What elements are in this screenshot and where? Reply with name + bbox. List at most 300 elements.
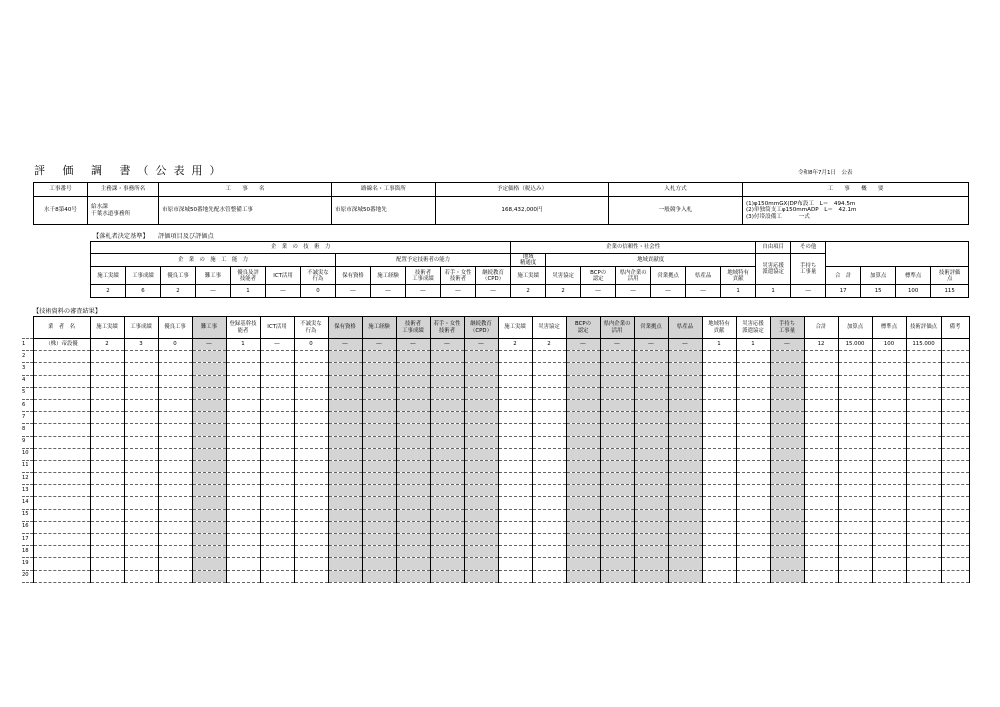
- result-cell: ―: [430, 339, 464, 351]
- result-cell: [532, 363, 566, 375]
- result-cell: [226, 387, 260, 399]
- result-cell: [872, 534, 906, 546]
- result-cell: [362, 460, 396, 472]
- result-cell: [736, 448, 770, 460]
- result-cell: [396, 375, 430, 387]
- result-cell: [158, 485, 192, 497]
- result-cell: [396, 387, 430, 399]
- result-cell: [770, 534, 804, 546]
- result-cell: [158, 497, 192, 509]
- note-cell: [941, 534, 969, 546]
- result-cell: [702, 546, 736, 558]
- result-cell: [838, 509, 872, 521]
- result-cell: [362, 509, 396, 521]
- company-name: [33, 424, 90, 436]
- result-cell: [328, 424, 362, 436]
- crit-col-13: 災害協定: [546, 267, 581, 285]
- result-cell: [464, 570, 498, 582]
- result-cell: [600, 521, 634, 533]
- crit-col-0: 施工実績: [91, 267, 126, 285]
- result-cell: [906, 387, 941, 399]
- company-name: [33, 399, 90, 411]
- result-cell: [192, 460, 226, 472]
- result-cell: 3: [124, 339, 158, 351]
- table-row: [22, 497, 969, 509]
- result-cell: [804, 375, 838, 387]
- result-cell: [634, 570, 668, 582]
- result-cell: [328, 509, 362, 521]
- result-cell: [804, 485, 838, 497]
- result-cell: [260, 534, 294, 546]
- result-col-header-17: 県産品: [668, 317, 702, 339]
- result-cell: [498, 546, 532, 558]
- result-cell: [668, 497, 702, 509]
- result-cell: [328, 436, 362, 448]
- result-cell: [634, 473, 668, 485]
- result-cell: [90, 351, 124, 363]
- result-cell: [430, 521, 464, 533]
- project-no: 水千8第40号: [34, 197, 88, 225]
- result-cell: [260, 570, 294, 582]
- result-cell: [634, 509, 668, 521]
- result-cell: ―: [362, 339, 396, 351]
- crit-col-4: 優良及評 技能者: [231, 267, 266, 285]
- result-cell: [90, 412, 124, 424]
- result-cell: [906, 521, 941, 533]
- result-cell: [90, 570, 124, 582]
- result-cell: [532, 460, 566, 472]
- crit-val-14: ―: [581, 285, 616, 298]
- table-row: [22, 412, 969, 424]
- result-cell: [158, 534, 192, 546]
- crit-col-21: 合 計: [826, 267, 861, 285]
- result-cell: [124, 497, 158, 509]
- row-number: 15: [22, 509, 33, 521]
- result-cell: [736, 558, 770, 570]
- office: 給水課 千葉水道事務所: [88, 197, 159, 225]
- result-cell: [260, 509, 294, 521]
- result-cell: [226, 424, 260, 436]
- result-cell: [668, 351, 702, 363]
- result-cell: [226, 509, 260, 521]
- result-cell: [702, 534, 736, 546]
- result-cell: [634, 363, 668, 375]
- crit-col-16: 営業拠点: [651, 267, 686, 285]
- result-col-header-7: 保有資格: [328, 317, 362, 339]
- result-cell: [328, 375, 362, 387]
- table-row: [22, 473, 969, 485]
- result-cell: [464, 473, 498, 485]
- result-cell: [804, 460, 838, 472]
- table-row: [22, 363, 969, 375]
- result-col-header-18: 地域特有 貢献: [702, 317, 736, 339]
- result-cell: [158, 412, 192, 424]
- result-cell: [634, 351, 668, 363]
- results-table: [22, 316, 970, 583]
- company-name: [33, 387, 90, 399]
- result-cell: [464, 485, 498, 497]
- result-cell: [804, 351, 838, 363]
- result-cell: [464, 436, 498, 448]
- result-cell: [736, 424, 770, 436]
- result-cell: [192, 387, 226, 399]
- result-cell: [906, 509, 941, 521]
- result-cell: [770, 497, 804, 509]
- result-cell: [600, 375, 634, 387]
- result-cell: [838, 521, 872, 533]
- result-cell: [838, 387, 872, 399]
- result-cell: [566, 363, 600, 375]
- result-cell: [260, 363, 294, 375]
- result-cell: [260, 497, 294, 509]
- result-cell: [838, 473, 872, 485]
- result-cell: [770, 546, 804, 558]
- crit-val-6: 0: [301, 285, 336, 298]
- crit-col-9: 技術者 工事成績: [406, 267, 441, 285]
- result-cell: [872, 436, 906, 448]
- result-cell: [294, 424, 328, 436]
- result-cell: [430, 351, 464, 363]
- result-cell: [702, 570, 736, 582]
- result-cell: [770, 375, 804, 387]
- table-row: [22, 424, 969, 436]
- result-cell: [226, 460, 260, 472]
- result-cell: [668, 485, 702, 497]
- result-cell: [498, 485, 532, 497]
- result-cell: [532, 399, 566, 411]
- result-cell: [260, 448, 294, 460]
- result-col-header-0: 施工実績: [90, 317, 124, 339]
- group-trust: 企業の信頼性・社会性: [511, 242, 756, 254]
- result-cell: [396, 399, 430, 411]
- result-cell: [430, 546, 464, 558]
- result-cell: [668, 473, 702, 485]
- result-cell: [600, 509, 634, 521]
- result-cell: [328, 570, 362, 582]
- crit-val-24: 115: [931, 285, 969, 298]
- note-cell: [941, 339, 969, 351]
- result-cell: [158, 460, 192, 472]
- table-row: [22, 546, 969, 558]
- result-cell: [362, 363, 396, 375]
- result-cell: [90, 375, 124, 387]
- result-cell: [770, 558, 804, 570]
- result-col-header-11: 継続教育 （CPD）: [464, 317, 498, 339]
- result-cell: [90, 473, 124, 485]
- result-cell: [362, 375, 396, 387]
- result-cell: [702, 485, 736, 497]
- result-col-header-5: ICT活用: [260, 317, 294, 339]
- result-cell: ―: [464, 339, 498, 351]
- note-cell: [941, 558, 969, 570]
- result-cell: [226, 534, 260, 546]
- result-cell: [362, 521, 396, 533]
- result-cell: [906, 497, 941, 509]
- row-number: 10: [22, 448, 33, 460]
- row-number: 5: [22, 387, 33, 399]
- result-cell: [872, 570, 906, 582]
- result-cell: [770, 473, 804, 485]
- result-cell: [464, 363, 498, 375]
- result-cell: [668, 448, 702, 460]
- result-cell: [294, 412, 328, 424]
- result-cell: [566, 509, 600, 521]
- result-cell: [770, 570, 804, 582]
- result-cell: [430, 448, 464, 460]
- crit-col-8: 施工経験: [371, 267, 406, 285]
- result-cell: [736, 509, 770, 521]
- result-cell: [736, 436, 770, 448]
- result-col-header-8: 施工経験: [362, 317, 396, 339]
- result-cell: [532, 534, 566, 546]
- result-cell: [668, 375, 702, 387]
- result-col-header-12: 施工実績: [498, 317, 532, 339]
- result-cell: [430, 387, 464, 399]
- result-cell: [804, 448, 838, 460]
- result-cell: [226, 570, 260, 582]
- result-cell: [906, 460, 941, 472]
- result-col-header-15: 県内企業の 活用: [600, 317, 634, 339]
- result-cell: [838, 351, 872, 363]
- result-cell: [532, 436, 566, 448]
- result-cell: ―: [770, 339, 804, 351]
- result-cell: [396, 521, 430, 533]
- result-cell: [90, 399, 124, 411]
- result-cell: [396, 570, 430, 582]
- result-cell: [634, 448, 668, 460]
- result-cell: [600, 570, 634, 582]
- result-cell: ―: [668, 339, 702, 351]
- crit-val-17: ―: [686, 285, 721, 298]
- result-cell: [668, 460, 702, 472]
- result-cell: [668, 399, 702, 411]
- result-cell: [396, 534, 430, 546]
- result-cell: [362, 424, 396, 436]
- note-cell: [941, 570, 969, 582]
- crit-val-11: ―: [476, 285, 511, 298]
- result-cell: [90, 534, 124, 546]
- result-cell: [226, 497, 260, 509]
- result-cell: [328, 448, 362, 460]
- result-cell: [736, 460, 770, 472]
- result-cell: [226, 399, 260, 411]
- result-cell: ―: [192, 339, 226, 351]
- result-cell: [770, 424, 804, 436]
- result-cell: [532, 387, 566, 399]
- result-col-header-9: 技術者 工事成績: [396, 317, 430, 339]
- crit-col-6: 不誠実な 行為: [301, 267, 336, 285]
- result-cell: [294, 546, 328, 558]
- result-cell: [872, 460, 906, 472]
- result-cell: [158, 436, 192, 448]
- result-cell: [906, 436, 941, 448]
- result-cell: [362, 412, 396, 424]
- result-cell: [872, 558, 906, 570]
- result-cell: [430, 436, 464, 448]
- result-cell: 100: [872, 339, 906, 351]
- result-cell: [158, 351, 192, 363]
- result-cell: [498, 436, 532, 448]
- result-cell: [294, 436, 328, 448]
- row-number: 1: [22, 339, 33, 351]
- result-cell: [532, 570, 566, 582]
- result-cell: [634, 424, 668, 436]
- result-cell: [158, 399, 192, 411]
- result-cell: [158, 546, 192, 558]
- result-cell: [362, 473, 396, 485]
- result-cell: ―: [600, 339, 634, 351]
- result-cell: [634, 497, 668, 509]
- result-cell: 2: [532, 339, 566, 351]
- result-cell: [770, 436, 804, 448]
- result-cell: [532, 424, 566, 436]
- result-cell: [430, 363, 464, 375]
- result-cell: [498, 412, 532, 424]
- result-cell: [702, 387, 736, 399]
- result-cell: [430, 375, 464, 387]
- result-cell: 115.000: [906, 339, 941, 351]
- result-cell: [736, 399, 770, 411]
- note-cell: [941, 424, 969, 436]
- result-cell: [430, 485, 464, 497]
- result-cell: [532, 558, 566, 570]
- result-col-header-19: 災害応援 派遣協定: [736, 317, 770, 339]
- result-cell: [362, 534, 396, 546]
- result-cell: [328, 363, 362, 375]
- result-cell: [600, 460, 634, 472]
- note-cell: [941, 363, 969, 375]
- table-row: [22, 399, 969, 411]
- result-cell: [124, 351, 158, 363]
- company-name: [33, 460, 90, 472]
- result-cell: [906, 558, 941, 570]
- result-cell: [90, 509, 124, 521]
- result-cell: [158, 558, 192, 570]
- result-cell: [600, 485, 634, 497]
- header-method: 入札方式: [609, 183, 743, 197]
- result-cell: [464, 424, 498, 436]
- result-cell: [634, 485, 668, 497]
- result-cell: [702, 399, 736, 411]
- table-row: [22, 387, 969, 399]
- header-project-no: 工事番号: [34, 183, 88, 197]
- result-cell: [362, 448, 396, 460]
- result-cell: [872, 412, 906, 424]
- result-cell: [498, 375, 532, 387]
- result-cell: [566, 387, 600, 399]
- note-cell: [941, 448, 969, 460]
- result-cell: [226, 521, 260, 533]
- table-row: [22, 521, 969, 533]
- result-cell: [192, 570, 226, 582]
- company-name: [33, 497, 90, 509]
- result-cell: [464, 375, 498, 387]
- result-cell: [498, 460, 532, 472]
- result-col-header-1: 工事成績: [124, 317, 158, 339]
- result-cell: [362, 351, 396, 363]
- crit-col-3: 難工事: [196, 267, 231, 285]
- table-row: [22, 460, 969, 472]
- crit-col-10: 若手・女性 技術者: [441, 267, 476, 285]
- result-cell: [430, 497, 464, 509]
- note-cell: [941, 412, 969, 424]
- result-cell: 1: [226, 339, 260, 351]
- crit-val-16: ―: [651, 285, 686, 298]
- result-cell: [498, 448, 532, 460]
- result-cell: [124, 387, 158, 399]
- result-cell: [600, 412, 634, 424]
- crit-col-24: 技術評価 点: [931, 267, 969, 285]
- company-name: [33, 436, 90, 448]
- result-cell: [838, 558, 872, 570]
- company-header: 業 者 名: [33, 317, 90, 339]
- crit-col-22: 加算点: [861, 267, 896, 285]
- result-cell: [464, 521, 498, 533]
- result-cell: ―: [396, 339, 430, 351]
- result-cell: [158, 521, 192, 533]
- result-cell: [634, 558, 668, 570]
- result-cell: 1: [736, 339, 770, 351]
- result-cell: [226, 473, 260, 485]
- result-cell: [532, 521, 566, 533]
- result-cell: [124, 363, 158, 375]
- result-cell: [192, 375, 226, 387]
- result-cell: [736, 497, 770, 509]
- result-cell: [294, 387, 328, 399]
- table-row: [22, 485, 969, 497]
- note-cell: [941, 485, 969, 497]
- note-cell: [941, 351, 969, 363]
- estimated-price: 168,432,000円: [436, 197, 609, 225]
- table-row: [22, 339, 969, 351]
- result-cell: [804, 436, 838, 448]
- result-cell: [124, 485, 158, 497]
- crit-val-10: ―: [441, 285, 476, 298]
- result-cell: [260, 473, 294, 485]
- row-number: 18: [22, 546, 33, 558]
- result-cell: [294, 509, 328, 521]
- company-name: [33, 485, 90, 497]
- result-cell: [396, 558, 430, 570]
- result-cell: [872, 375, 906, 387]
- result-cell: [328, 473, 362, 485]
- company-name: [33, 412, 90, 424]
- crit-val-18: 1: [721, 285, 756, 298]
- result-cell: [566, 399, 600, 411]
- result-cell: [804, 570, 838, 582]
- company-name: （株）帝設優: [33, 339, 90, 351]
- crit-col-19: 災害応援 派遣協定: [756, 254, 791, 285]
- table-row: [22, 534, 969, 546]
- row-number: 3: [22, 363, 33, 375]
- row-number: 16: [22, 521, 33, 533]
- row-number-header: [22, 317, 33, 339]
- result-cell: [906, 448, 941, 460]
- row-number: 19: [22, 558, 33, 570]
- result-cell: [498, 558, 532, 570]
- note-cell: [941, 473, 969, 485]
- note-cell: [941, 546, 969, 558]
- crit-val-12: 2: [511, 285, 546, 298]
- group-engineer: 配置予定技術者の能力: [336, 254, 511, 267]
- result-cell: [600, 399, 634, 411]
- group-region-fit: 地域 精通度: [511, 254, 546, 267]
- group-free-item: 自由項目: [756, 242, 791, 254]
- result-cell: [634, 375, 668, 387]
- result-cell: [566, 436, 600, 448]
- result-cell: [770, 399, 804, 411]
- row-number: 8: [22, 424, 33, 436]
